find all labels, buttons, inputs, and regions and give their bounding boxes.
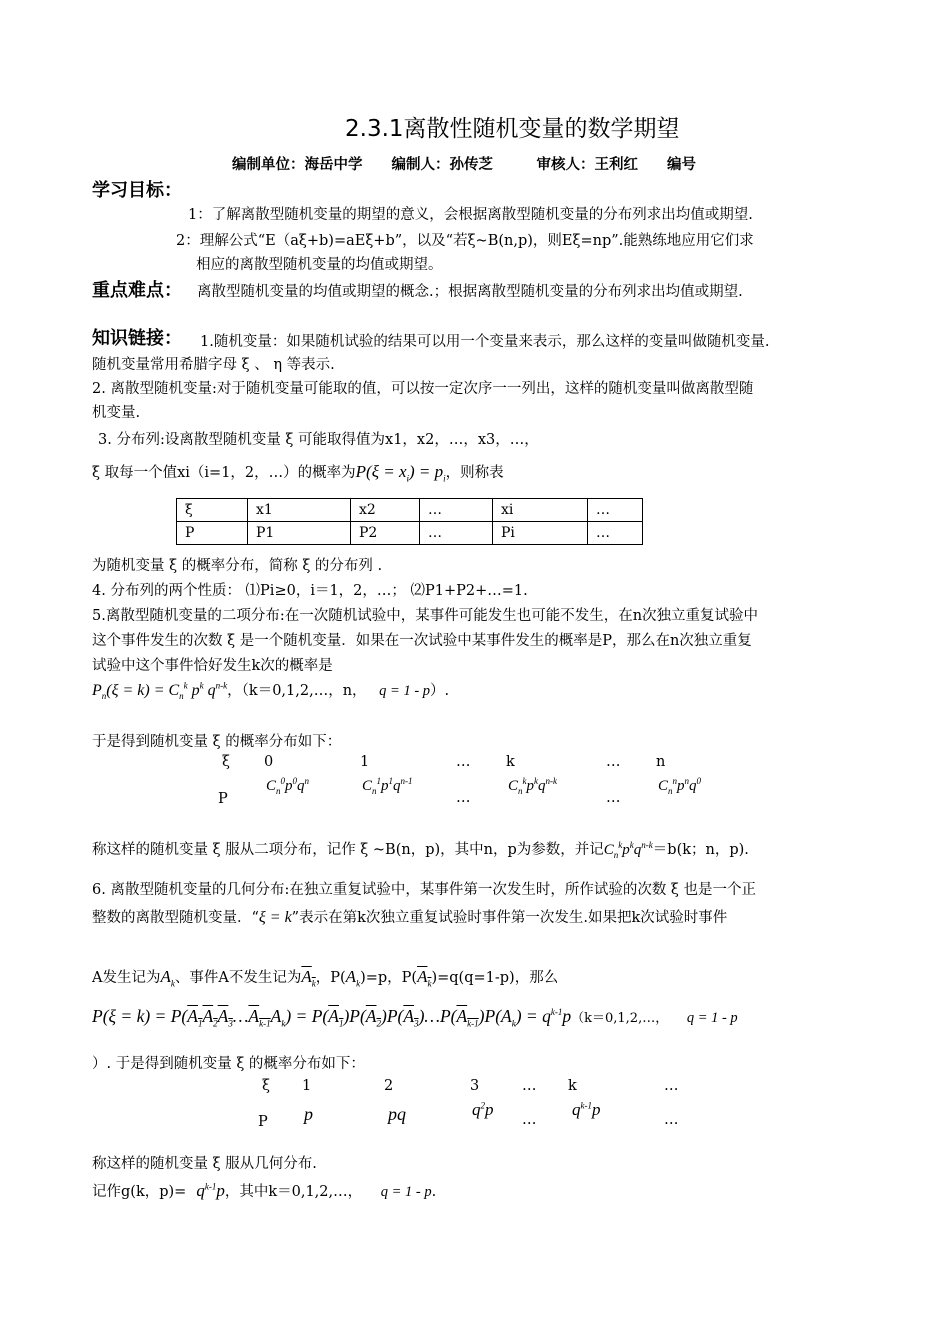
table-cell: P <box>177 522 248 545</box>
link-p3b <box>92 461 504 483</box>
key-heading: 重点难点： <box>92 280 182 301</box>
goal-item-2: 2：理解公式“E（aξ+b)=aEξ+b”，以及“若ξ~B(n,p)，则Eξ=np”.能熟练地应用它们求 <box>176 233 754 249</box>
binom-val: … <box>606 754 621 770</box>
geo-prob: $q^2p$ <box>472 1100 494 1119</box>
link-p2a: 2. 离散型随机变量:对于随机变量可能取的值，可以按一定次序一一列出，这样的随机变量叫做离散型随 <box>92 381 754 397</box>
link-p2b: 机变量. <box>92 405 141 421</box>
link-p1b: 随机变量常用希腊字母 ξ 、 η 等表示. <box>92 357 335 373</box>
link-p3c: 为随机变量 ξ 的概率分布，简称 ξ 的分布列 . <box>92 558 383 574</box>
link-p5f-post: ＝b(k；n，p). <box>652 842 749 858</box>
link-p6c-1: A发生记为 <box>92 970 161 986</box>
link-p6c-2: 、事件A不发生记为 <box>174 970 302 986</box>
geo-prob: p <box>304 1104 313 1124</box>
link-p5e: 于是得到随机变量 ξ 的概率分布如下： <box>92 734 342 750</box>
q-formula: q = 1 - p <box>379 683 431 699</box>
table-cell: Pi <box>493 522 588 545</box>
table-cell: … <box>420 522 493 545</box>
byline: 编制单位：海岳中学 编制人：孙传芝 审核人：王利红 编号 <box>232 156 696 173</box>
distribution-table <box>176 498 643 545</box>
event-Ak: $A_k$ <box>160 967 175 989</box>
link-p6b-pre: 整数的离散型随机变量．“ <box>92 910 259 926</box>
link-p5f <box>92 838 749 860</box>
geometric-formula: $P(\xi = k) = P(A_1A_2A_3\dots A_{k-1}A_k)$ = $P(A_1)P(A_2)P(A_3)\dots P(A_{k-1})P(A_k) = q^{k-1}p$ <box>92 1006 572 1029</box>
table-cell: … <box>588 522 643 545</box>
geo-p-label: P <box>258 1114 268 1130</box>
link-p6c-5: )=q(q=1-p)，那么 <box>431 970 559 986</box>
event-Ak: $A_k$ <box>345 967 361 989</box>
table-cell: ξ <box>177 499 248 522</box>
goals-heading: 学习目标： <box>92 180 182 201</box>
link-p6f: 称这样的随机变量 ξ 服从几何分布. <box>92 1156 317 1172</box>
binom-val: 1 <box>360 754 370 770</box>
binom-val: … <box>456 754 471 770</box>
table-cell: x1 <box>248 499 351 522</box>
table-cell: P2 <box>351 522 420 545</box>
link-p6d-post: （k＝0,1,2,…， <box>571 1011 669 1026</box>
event-not-Ak: $A_k$ <box>417 967 432 989</box>
binomial-formula: $P_n(\xi = k) = C_n^k$ $p^k$ $q^{n-k}$ <box>92 680 228 702</box>
link-p3b-post: ，则称表 <box>445 465 504 481</box>
binom-prob: … <box>456 790 471 806</box>
link-p5d-post: ，（k＝0,1,2,…，n， <box>227 683 367 699</box>
link-p6g-post: ，其中k＝0,1,2,…， <box>224 1184 363 1200</box>
link-p6a: 6. 离散型随机变量的几何分布:在独立重复试验中，某事件第一次发生时，所作试验的次数 ξ 也是一个正 <box>92 882 757 898</box>
table-cell: … <box>588 499 643 522</box>
link-p6g-end: . <box>431 1184 437 1200</box>
prob-formula: $P(\xi = x_i) = p_i$ <box>355 462 446 484</box>
link-p5b: 这个事件发生的次数 ξ 是一个随机变量．如果在一次试验中某事件发生的概率是P，那么在n次独立重复 <box>92 633 752 649</box>
geo-prob: $q^{k-1}p$ <box>572 1100 601 1119</box>
links-heading: 知识链接： <box>92 328 182 349</box>
geo-term: $q^{k-1}p$ <box>196 1181 225 1200</box>
link-p6b-post: ”表示在第k次独立重复试验时事件第一次发生.如果把k次试验时事件 <box>291 910 728 926</box>
event-not-Ak: $A_k$ <box>301 967 316 989</box>
table-cell: xi <box>493 499 588 522</box>
geo-prob: … <box>522 1112 537 1128</box>
link-p6g-pre: 记作g(k，p)= <box>92 1184 187 1200</box>
geo-val: k <box>568 1078 577 1094</box>
geo-val: 3 <box>470 1078 480 1094</box>
binom-val: k <box>506 754 515 770</box>
key-text: 离散型随机变量的均值或期望的概念.；根据离散型随机变量的分布列求出均值或期望. <box>197 284 743 300</box>
geo-xi-label: ξ <box>262 1078 270 1094</box>
page-title: 2.3.1离散性随机变量的数学期望 <box>345 116 680 142</box>
table-row <box>177 522 643 545</box>
binom-xi-label: ξ <box>222 754 230 770</box>
link-p6c <box>92 966 558 988</box>
link-p5d <box>92 679 449 701</box>
geo-val: … <box>664 1078 679 1094</box>
binom-prob: … <box>606 790 621 806</box>
binom-prob: $C_n^0p^0q^n$ <box>266 776 310 796</box>
link-p4: 4. 分布列的两个性质： ⑴Pi≥0，i＝1，2，…； ⑵P1+P2+…=1. <box>92 583 528 599</box>
link-p5d-end: ）. <box>430 683 450 699</box>
goal-item-2-cont: 相应的离散型随机变量的均值或期望。 <box>196 257 443 273</box>
geo-prob: pq <box>388 1104 406 1124</box>
link-p6e: ）. 于是得到随机变量 ξ 的概率分布如下： <box>92 1056 365 1072</box>
table-cell: x2 <box>351 499 420 522</box>
q-formula: q = 1 - p <box>686 1010 738 1026</box>
link-p3b-pre: ξ 取每一个值xi（i=1，2，…）的概率为 <box>92 465 356 481</box>
binom-val: 0 <box>264 754 274 770</box>
table-cell: … <box>420 499 493 522</box>
binomial-term: $C_n^kp^kq^{n-k}$ <box>603 840 653 860</box>
link-p6b <box>92 906 727 927</box>
table-row <box>177 499 643 522</box>
geo-val: 1 <box>302 1078 312 1094</box>
xi-eq-k: ξ = k <box>258 909 292 926</box>
goal-item-1: 1：了解离散型随机变量的期望的意义，会根据离散型随机变量的分布列求出均值或期望. <box>188 207 753 223</box>
link-p5f-pre: 称这样的随机变量 ξ 服从二项分布，记作 ξ ~B(n，p)，其中n，p为参数，并记 <box>92 842 604 858</box>
link-p5a: 5.离散型随机变量的二项分布:在一次随机试验中，某事件可能发生也可能不发生，在n次独立重复试验中 <box>92 608 759 624</box>
binom-p-label: P <box>218 791 228 807</box>
geo-prob: … <box>664 1112 679 1128</box>
geo-val: … <box>522 1078 537 1094</box>
geo-val: 2 <box>384 1078 394 1094</box>
link-p1a: 1.随机变量：如果随机试验的结果可以用一个变量来表示，那么这样的变量叫做随机变量. <box>200 334 770 350</box>
link-p6c-3: ，P( <box>315 970 346 986</box>
binom-val: n <box>656 754 666 770</box>
table-cell: P1 <box>248 522 351 545</box>
link-p6c-4: )=p，P( <box>360 970 418 986</box>
link-p3a: 3. 分布列:设离散型随机变量 ξ 可能取得值为x1，x2，…，x3，…， <box>98 432 539 448</box>
link-p6d <box>92 1006 738 1029</box>
binom-prob: $C_n^np^nq^0$ <box>658 776 702 796</box>
link-p6g <box>92 1180 436 1201</box>
binom-prob: $C_n^1p^1q^{n-1}$ <box>362 776 413 796</box>
q-formula: q = 1 - p <box>380 1184 432 1200</box>
binom-prob: $C_n^kp^kq^{n-k}$ <box>508 776 558 796</box>
link-p5c: 试验中这个事件恰好发生k次的概率是 <box>92 658 333 674</box>
